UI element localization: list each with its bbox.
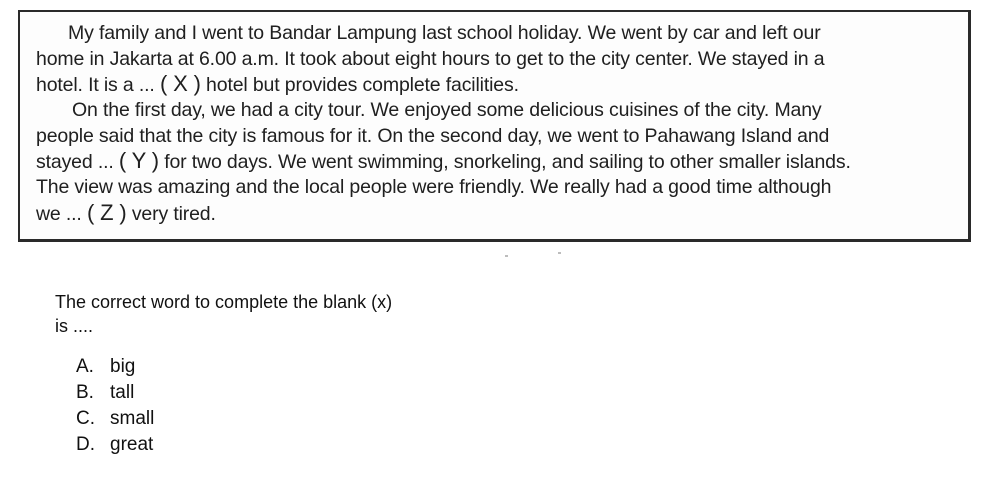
passage-line-3 bbox=[36, 72, 519, 97]
passage-line-6 bbox=[36, 149, 851, 174]
passage-line-2: home in Jakarta at 6.00 a.m. It took about eight hours to get to the city center. We stayed in a bbox=[36, 48, 825, 70]
question-line-1: The correct word to complete the blank (x) bbox=[55, 292, 393, 312]
passage-text: hotel but provides complete facilities. bbox=[200, 74, 519, 96]
option-d[interactable] bbox=[76, 433, 153, 457]
passage-line-7: The view was amazing and the local people were friendly. We really had a good time although bbox=[36, 176, 832, 198]
option-a[interactable] bbox=[76, 355, 135, 379]
reading-passage-box bbox=[18, 10, 971, 242]
passage-line-1: My family and I went to Bandar Lampung last school holiday. We went by car and left our bbox=[68, 22, 821, 44]
option-letter: A. bbox=[76, 356, 94, 377]
passage-line-8 bbox=[36, 201, 216, 226]
passage-text: stayed ... bbox=[36, 151, 119, 173]
option-letter: C. bbox=[76, 408, 95, 429]
option-text: tall bbox=[110, 382, 135, 403]
option-text: small bbox=[110, 408, 155, 429]
passage-text: hotel. It is a ... bbox=[36, 74, 160, 96]
option-text: great bbox=[110, 434, 154, 455]
passage-line-5: people said that the city is famous for it. On the second day, we went to Pahawang Island and bbox=[36, 125, 830, 147]
blank-x-marker: ( X ) bbox=[159, 71, 201, 96]
question-prompt bbox=[55, 290, 392, 338]
option-c[interactable] bbox=[76, 407, 154, 431]
scan-speck bbox=[558, 252, 561, 254]
option-b[interactable] bbox=[76, 381, 134, 405]
blank-y-marker: ( Y ) bbox=[118, 148, 159, 173]
passage-line-4: On the first day, we had a city tour. We enjoyed some delicious cuisines of the city. Many bbox=[72, 99, 822, 121]
blank-z-marker: ( Z ) bbox=[86, 200, 127, 225]
passage-text: we ... bbox=[36, 203, 87, 225]
option-letter: D. bbox=[76, 434, 95, 455]
question-line-2: is .... bbox=[55, 316, 94, 336]
passage-text: very tired. bbox=[126, 203, 216, 225]
passage-text: for two days. We went swimming, snorkeling, and sailing to other smaller islands. bbox=[158, 151, 851, 173]
option-text: big bbox=[110, 356, 136, 377]
scan-speck bbox=[505, 255, 508, 257]
option-letter: B. bbox=[76, 382, 94, 403]
